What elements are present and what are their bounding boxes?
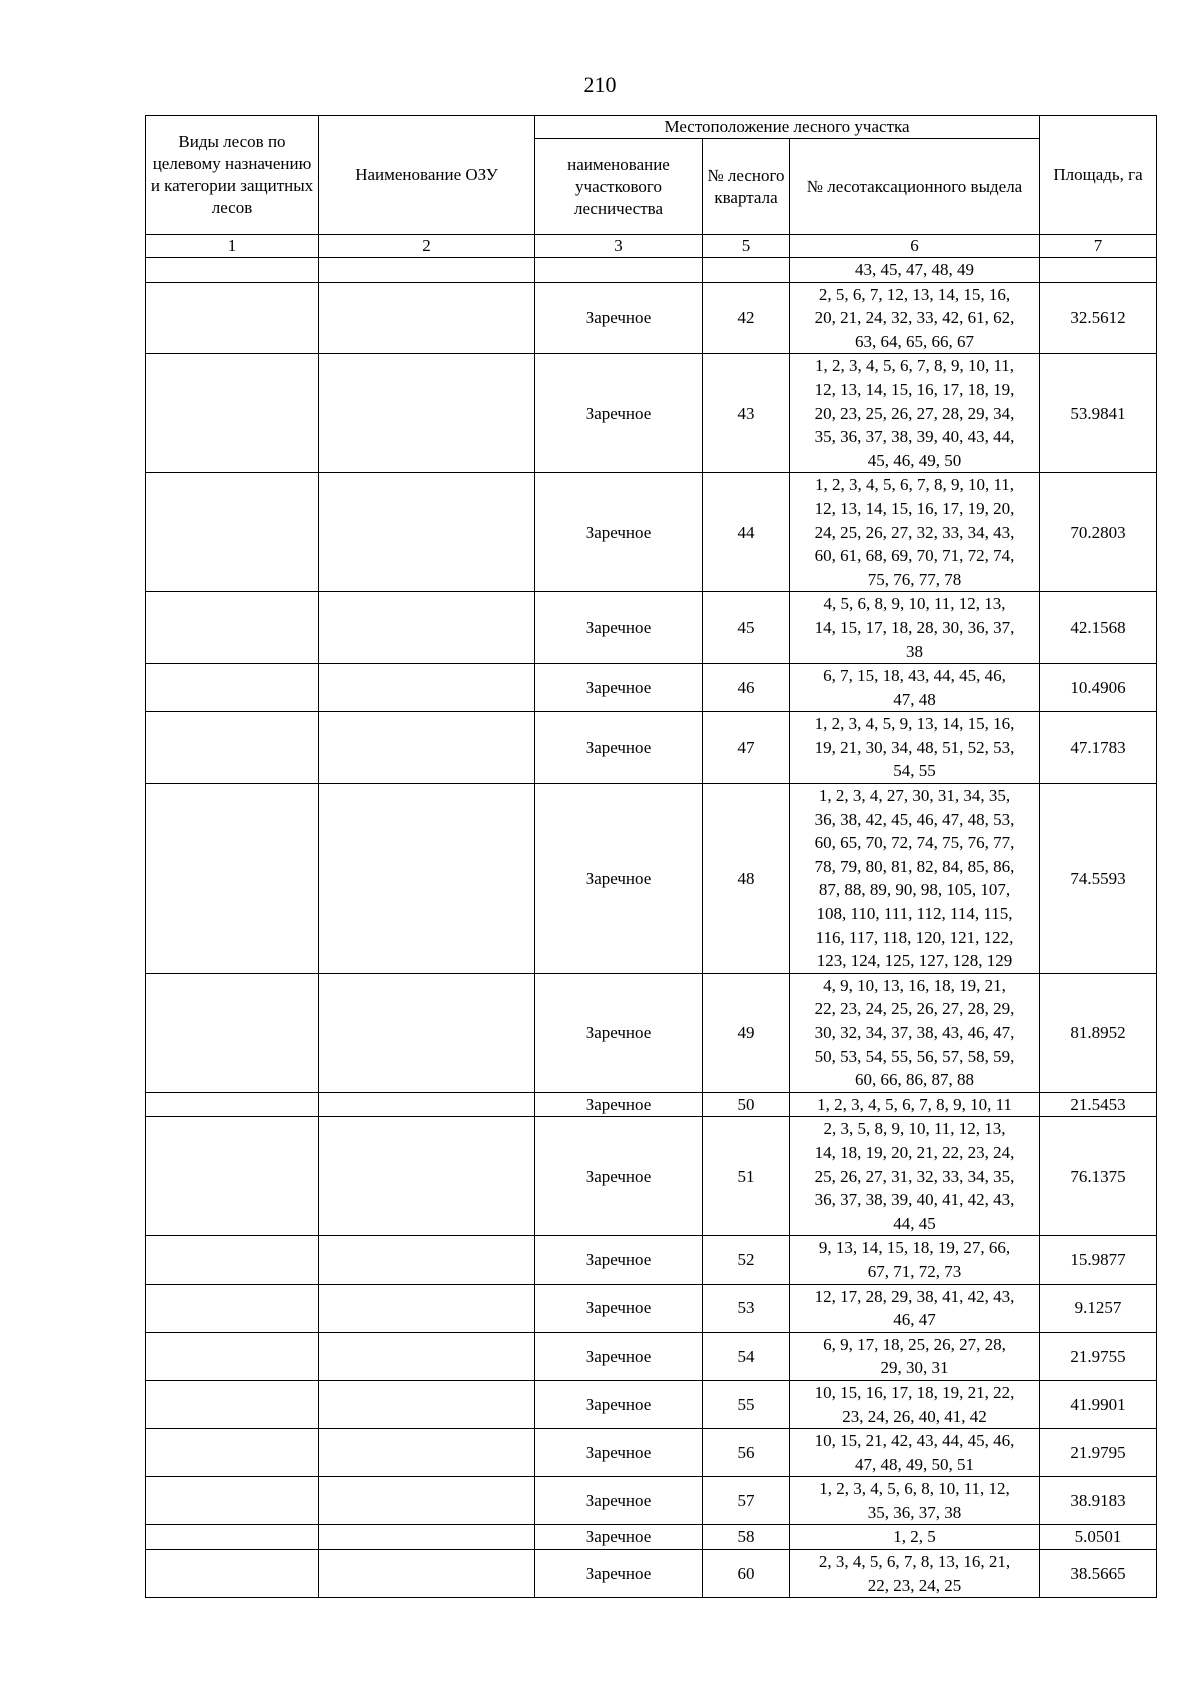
cell-quarter: 42	[703, 282, 790, 354]
table-row	[146, 664, 1157, 712]
column-number: 7	[1040, 235, 1157, 258]
cell-parcels: 1, 2, 3, 4, 5, 6, 7, 8, 9, 10, 11	[790, 1092, 1040, 1117]
header-forest-type: Виды лесов по целевому назначению и категории защитных лесов	[146, 116, 319, 235]
page-number: 210	[583, 72, 617, 97]
cell-district: Заречное	[535, 1550, 703, 1598]
cell-ozu-name	[319, 592, 535, 664]
cell-parcels: 1, 2, 3, 4, 5, 9, 13, 14, 15, 16, 19, 21, 30, 34, 48, 51, 52, 53, 54, 55	[790, 712, 1040, 784]
cell-area: 38.9183	[1040, 1477, 1157, 1525]
column-number: 6	[790, 235, 1040, 258]
cell-quarter: 49	[703, 973, 790, 1092]
cell-forest-type	[146, 712, 319, 784]
cell-area: 21.9795	[1040, 1429, 1157, 1477]
cell-quarter: 43	[703, 354, 790, 473]
header-location-group: Местоположение лесного участка	[535, 116, 1040, 139]
table-row	[146, 282, 1157, 354]
cell-forest-type	[146, 1380, 319, 1428]
cell-district: Заречное	[535, 664, 703, 712]
cell-forest-type	[146, 973, 319, 1092]
table-row	[146, 1429, 1157, 1477]
cell-district: Заречное	[535, 1284, 703, 1332]
cell-ozu-name	[319, 258, 535, 283]
cell-district	[535, 258, 703, 283]
table-row	[146, 973, 1157, 1092]
cell-parcels: 4, 5, 6, 8, 9, 10, 11, 12, 13, 14, 15, 17, 18, 28, 30, 36, 37, 38	[790, 592, 1040, 664]
cell-forest-type	[146, 1525, 319, 1550]
cell-parcels: 9, 13, 14, 15, 18, 19, 27, 66, 67, 71, 72, 73	[790, 1236, 1040, 1284]
cell-ozu-name	[319, 1525, 535, 1550]
cell-district: Заречное	[535, 473, 703, 592]
cell-ozu-name	[319, 1429, 535, 1477]
cell-quarter: 50	[703, 1092, 790, 1117]
cell-parcels: 2, 3, 5, 8, 9, 10, 11, 12, 13, 14, 18, 19, 20, 21, 22, 23, 24, 25, 26, 27, 31, 32, 33, 34, 35, 36, 37, 38, 39, 40, 41, 42, 43, 44, 45	[790, 1117, 1040, 1236]
cell-parcels: 1, 2, 3, 4, 5, 6, 7, 8, 9, 10, 11, 12, 13, 14, 15, 16, 17, 18, 19, 20, 23, 25, 26, 27, 28, 29, 34, 35, 36, 37, 38, 39, 40, 43, 44, 45, 46, 49, 50	[790, 354, 1040, 473]
cell-area: 47.1783	[1040, 712, 1157, 784]
table-row	[146, 354, 1157, 473]
cell-area: 15.9877	[1040, 1236, 1157, 1284]
header-area: Площадь, га	[1040, 116, 1157, 235]
column-number: 3	[535, 235, 703, 258]
cell-forest-type	[146, 1332, 319, 1380]
table-row	[146, 1284, 1157, 1332]
cell-area: 42.1568	[1040, 592, 1157, 664]
table-row	[146, 1477, 1157, 1525]
cell-ozu-name	[319, 784, 535, 974]
column-number-row	[146, 235, 1157, 258]
table-row	[146, 1550, 1157, 1598]
cell-ozu-name	[319, 1477, 535, 1525]
cell-quarter: 53	[703, 1284, 790, 1332]
cell-area: 76.1375	[1040, 1117, 1157, 1236]
cell-quarter: 46	[703, 664, 790, 712]
table-row	[146, 784, 1157, 974]
cell-quarter: 44	[703, 473, 790, 592]
cell-quarter: 48	[703, 784, 790, 974]
cell-parcels: 2, 5, 6, 7, 12, 13, 14, 15, 16, 20, 21, 24, 32, 33, 42, 61, 62, 63, 64, 65, 66, 67	[790, 282, 1040, 354]
cell-area: 32.5612	[1040, 282, 1157, 354]
table-row	[146, 712, 1157, 784]
cell-forest-type	[146, 1092, 319, 1117]
table-row	[146, 1525, 1157, 1550]
cell-district: Заречное	[535, 784, 703, 974]
cell-area: 70.2803	[1040, 473, 1157, 592]
cell-forest-type	[146, 664, 319, 712]
cell-quarter: 57	[703, 1477, 790, 1525]
cell-parcels: 6, 9, 17, 18, 25, 26, 27, 28, 29, 30, 31	[790, 1332, 1040, 1380]
cell-parcels: 2, 3, 4, 5, 6, 7, 8, 13, 16, 21, 22, 23, 24, 25	[790, 1550, 1040, 1598]
cell-ozu-name	[319, 1092, 535, 1117]
cell-forest-type	[146, 258, 319, 283]
cell-area: 74.5593	[1040, 784, 1157, 974]
cell-parcels: 10, 15, 16, 17, 18, 19, 21, 22, 23, 24, 26, 40, 41, 42	[790, 1380, 1040, 1428]
cell-forest-type	[146, 1550, 319, 1598]
cell-quarter: 60	[703, 1550, 790, 1598]
table-row	[146, 1236, 1157, 1284]
cell-district: Заречное	[535, 354, 703, 473]
table-row	[146, 592, 1157, 664]
cell-quarter: 47	[703, 712, 790, 784]
cell-district: Заречное	[535, 1429, 703, 1477]
cell-quarter: 51	[703, 1117, 790, 1236]
cell-forest-type	[146, 282, 319, 354]
table-row	[146, 1332, 1157, 1380]
cell-area: 5.0501	[1040, 1525, 1157, 1550]
cell-quarter: 58	[703, 1525, 790, 1550]
cell-district: Заречное	[535, 1477, 703, 1525]
cell-ozu-name	[319, 1284, 535, 1332]
cell-quarter: 52	[703, 1236, 790, 1284]
cell-forest-type	[146, 473, 319, 592]
cell-ozu-name	[319, 354, 535, 473]
cell-district: Заречное	[535, 1332, 703, 1380]
cell-area	[1040, 258, 1157, 283]
cell-ozu-name	[319, 473, 535, 592]
cell-forest-type	[146, 1477, 319, 1525]
cell-district: Заречное	[535, 1092, 703, 1117]
cell-area: 10.4906	[1040, 664, 1157, 712]
cell-area: 38.5665	[1040, 1550, 1157, 1598]
cell-district: Заречное	[535, 712, 703, 784]
table-row	[146, 1092, 1157, 1117]
cell-forest-type	[146, 1117, 319, 1236]
table-body	[146, 258, 1157, 1598]
cell-district: Заречное	[535, 1117, 703, 1236]
cell-district: Заречное	[535, 592, 703, 664]
cell-parcels: 1, 2, 3, 4, 5, 6, 8, 10, 11, 12, 35, 36, 37, 38	[790, 1477, 1040, 1525]
cell-parcels: 6, 7, 15, 18, 43, 44, 45, 46, 47, 48	[790, 664, 1040, 712]
cell-district: Заречное	[535, 1525, 703, 1550]
cell-ozu-name	[319, 973, 535, 1092]
cell-quarter: 54	[703, 1332, 790, 1380]
cell-parcels: 1, 2, 5	[790, 1525, 1040, 1550]
header-district: наименование участкового лесничества	[535, 139, 703, 235]
cell-area: 41.9901	[1040, 1380, 1157, 1428]
cell-ozu-name	[319, 1550, 535, 1598]
header-parcels: № лесотаксационного выдела	[790, 139, 1040, 235]
cell-area: 21.5453	[1040, 1092, 1157, 1117]
cell-area: 53.9841	[1040, 354, 1157, 473]
cell-district: Заречное	[535, 282, 703, 354]
cell-forest-type	[146, 354, 319, 473]
cell-forest-type	[146, 592, 319, 664]
table-row	[146, 473, 1157, 592]
table-row	[146, 1380, 1157, 1428]
cell-quarter: 55	[703, 1380, 790, 1428]
cell-forest-type	[146, 1284, 319, 1332]
column-number: 1	[146, 235, 319, 258]
table-row	[146, 258, 1157, 283]
cell-area: 9.1257	[1040, 1284, 1157, 1332]
cell-ozu-name	[319, 664, 535, 712]
column-number: 2	[319, 235, 535, 258]
table-row	[146, 1117, 1157, 1236]
cell-area: 21.9755	[1040, 1332, 1157, 1380]
header-quarter: № лесного квартала	[703, 139, 790, 235]
column-number: 5	[703, 235, 790, 258]
cell-parcels: 12, 17, 28, 29, 38, 41, 42, 43, 46, 47	[790, 1284, 1040, 1332]
header-ozu-name: Наименование ОЗУ	[319, 116, 535, 235]
cell-district: Заречное	[535, 1380, 703, 1428]
cell-forest-type	[146, 1236, 319, 1284]
cell-quarter: 45	[703, 592, 790, 664]
cell-forest-type	[146, 784, 319, 974]
forest-plot-table	[145, 115, 1157, 1598]
cell-parcels: 10, 15, 21, 42, 43, 44, 45, 46, 47, 48, 49, 50, 51	[790, 1429, 1040, 1477]
cell-district: Заречное	[535, 1236, 703, 1284]
cell-parcels: 1, 2, 3, 4, 27, 30, 31, 34, 35, 36, 38, 42, 45, 46, 47, 48, 53, 60, 65, 70, 72, 74, 75, 76, 77, 78, 79, 80, 81, 82, 84, 85, 86, 87, 88, 89, 90, 98, 105, 107, 108, 110, 111, 112, 114, 115, 116, 117, 118, 120, 121, 122, 123, 124, 125, 127, 128, 129	[790, 784, 1040, 974]
cell-ozu-name	[319, 1332, 535, 1380]
cell-parcels: 1, 2, 3, 4, 5, 6, 7, 8, 9, 10, 11, 12, 13, 14, 15, 16, 17, 19, 20, 24, 25, 26, 27, 32, 33, 34, 43, 60, 61, 68, 69, 70, 71, 72, 74, 75, 76, 77, 78	[790, 473, 1040, 592]
cell-parcels: 43, 45, 47, 48, 49	[790, 258, 1040, 283]
cell-ozu-name	[319, 712, 535, 784]
cell-ozu-name	[319, 1380, 535, 1428]
cell-quarter	[703, 258, 790, 283]
cell-quarter: 56	[703, 1429, 790, 1477]
cell-ozu-name	[319, 1236, 535, 1284]
cell-ozu-name	[319, 1117, 535, 1236]
cell-parcels: 4, 9, 10, 13, 16, 18, 19, 21, 22, 23, 24, 25, 26, 27, 28, 29, 30, 32, 34, 37, 38, 43, 46, 47, 50, 53, 54, 55, 56, 57, 58, 59, 60, 66, 86, 87, 88	[790, 973, 1040, 1092]
cell-forest-type	[146, 1429, 319, 1477]
cell-area: 81.8952	[1040, 973, 1157, 1092]
cell-district: Заречное	[535, 973, 703, 1092]
cell-ozu-name	[319, 282, 535, 354]
